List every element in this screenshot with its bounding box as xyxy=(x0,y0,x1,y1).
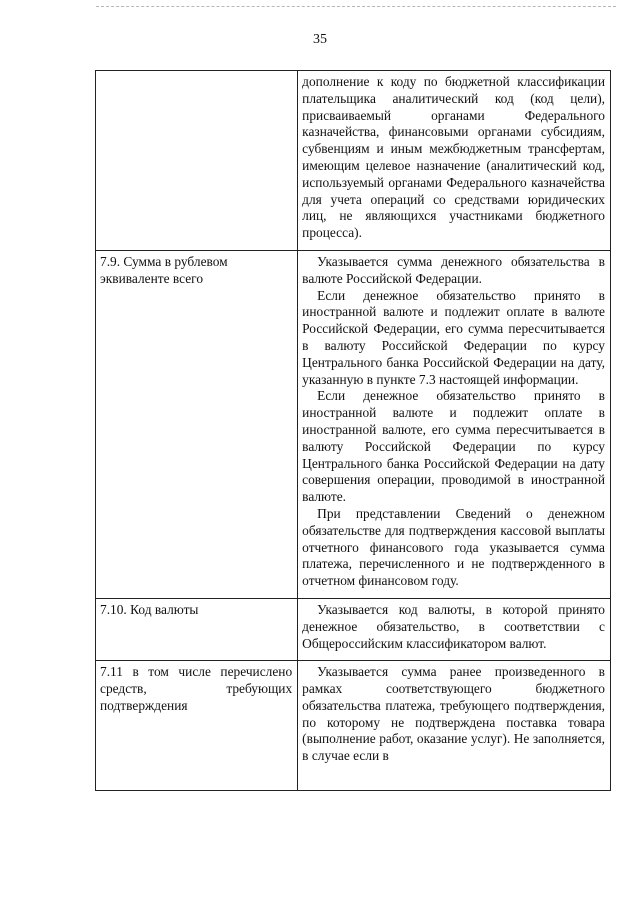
table-row xyxy=(96,598,611,660)
field-description-cell xyxy=(298,71,611,251)
description-paragraph: Указывается сумма денежного обязательства в валюте Российской Федерации. xyxy=(302,253,605,286)
page-number: 35 xyxy=(313,32,327,47)
field-description-cell xyxy=(298,598,611,660)
field-name-cell: 7.9. Сумма в рублевом эквиваленте всего xyxy=(96,250,298,598)
top-scan-rule xyxy=(96,6,616,7)
field-name-cell: 7.11 в том числе перечислено средств, требующих подтверждения xyxy=(96,661,298,791)
description-paragraph: Указывается код валюты, в которой принято денежное обязательство, в соответствии с Общероссийским классификатором валют. xyxy=(302,601,605,651)
field-description-cell xyxy=(298,250,611,598)
table-row xyxy=(96,661,611,791)
description-paragraph: Если денежное обязательство принято в иностранной валюте и подлежит оплате в иностранной валюте, его сумма пересчитывается в валюту Российской Федерации по курсу Центрального банка Российской Федерации на дату совершения операции, проводимой в иностранной валюте. xyxy=(302,388,605,505)
table-row xyxy=(96,71,611,251)
description-paragraph: дополнение к коду по бюджетной классификации плательщика аналитический код (код цели), присваиваемый органами Федерального казначейства, финансовыми органами субсидиям, субвенциям и иным межбюджетным трансфертам, имеющим целевое назначение (аналитический код, используемый органами Федерального казначейства для учета операций со средствами юридических лиц, не являющихся участниками бюджетного процесса). xyxy=(302,74,605,241)
description-paragraph: Если денежное обязательство принято в иностранной валюте и подлежит оплате в валюте Российской Федерации, его сумма пересчитывается в валюту Российской Федерации по курсу Центрального банка Российской Федерации на дату, указанную в пункте 7.3 настоящей информации. xyxy=(302,287,605,387)
requisites-table xyxy=(95,70,611,791)
field-name-cell xyxy=(96,71,298,251)
field-description-cell xyxy=(298,661,611,791)
field-name-cell: 7.10. Код валюты xyxy=(96,598,298,660)
description-paragraph: Указывается сумма ранее произведенного в рамках соответствующего бюджетного обязательства платежа, требующего подтверждения, по которому не подтверждена поставка товара (выполнение работ, оказание услуг). Не заполняется, в случае если в xyxy=(302,664,605,764)
table-row xyxy=(96,250,611,598)
description-paragraph: При представлении Сведений о денежном обязательстве для подтверждения кассовой выплаты отчетного финансового года указывается сумма платежа, перечисленного и не подтвержденного в отчетном финансовом году. xyxy=(302,505,605,589)
